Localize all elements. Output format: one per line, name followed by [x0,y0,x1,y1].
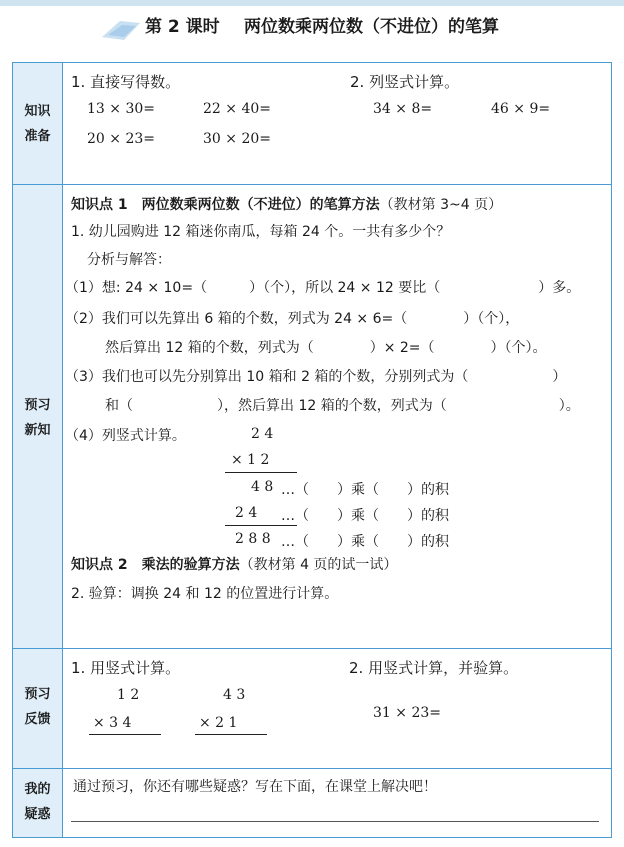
analysis-label: 分析与解答： [87,252,171,268]
book-icon [100,13,142,43]
partial-product-1-note: …（ ）乘（ ）的积 [281,482,449,498]
partial-product-2: 2 4 [235,505,258,521]
section-label-feedback: 预习 反馈 [24,687,51,727]
row-divider [13,648,611,649]
feedback-v1-top: 1 2 [117,687,140,703]
column-divider [62,63,63,837]
final-product-note: …（ ）乘（ ）的积 [281,534,449,550]
prep-q1-item: 13 × 30= [87,101,155,117]
step-2b: 然后算出 12 箱的个数，列式为（ ）× 2=（ ）（个）。 [105,340,547,356]
prep-q1-item: 20 × 23= [87,131,155,147]
step-2a: （2）我们可以先算出 6 箱的个数，列式为 24 × 6=（ ）（个）， [65,311,520,327]
step-3b: 和（ ），然后算出 12 箱的个数，列式为（ ）。 [105,398,580,414]
partial-product-1: 4 8 [251,479,274,495]
kp2-reference: （教材第 4 页的试一试） [239,557,398,573]
section-label-doubts: 我的 疑惑 [24,782,51,822]
problem-1: 1. 幼儿园购进 12 箱迷你南瓜，每箱 24 个。一共有多少个？ [71,224,451,240]
prep-q1-heading: 1. 直接写得数。 [71,73,181,91]
problem-2: 2. 验算：调换 24 和 12 的位置进行计算。 [71,586,339,602]
section-label-preview: 预习 新知 [24,398,51,438]
knowledge-point-1 [71,194,502,214]
worksheet-table [12,62,612,838]
row-divider [13,184,611,185]
section-label-prep: 知识 准备 [24,104,51,144]
lesson-title: 两位数乘两位数（不进位）的笔算 [244,17,499,37]
feedback-q2-item: 31 × 23= [373,705,441,721]
answer-line[interactable] [71,821,599,822]
vertical-top-number: 2 4 [251,426,274,442]
prep-q2-item: 34 × 8= [373,101,433,117]
final-product: 2 8 8 [235,531,271,547]
feedback-v2-top: 4 3 [223,687,246,703]
kp2-title: 知识点 2 乘法的验算方法 [71,557,240,573]
prep-q2-heading: 2. 列竖式计算。 [350,73,460,91]
prep-q1-item: 22 × 40= [203,101,271,117]
feedback-v1-multiplier: × 3 4 [93,715,132,731]
prep-q2-item: 46 × 9= [491,101,551,117]
header-strip [0,0,624,6]
kp1-title: 知识点 1 两位数乘两位数（不进位）的笔算方法 [71,197,380,213]
feedback-v2-multiplier: × 2 1 [199,715,238,731]
knowledge-point-2 [71,554,397,574]
vertical-rule [225,525,297,526]
step-3a: （3）我们也可以先分别算出 10 箱和 2 箱的个数，分别列式为（ ） [65,369,567,385]
vertical-rule [195,734,267,735]
step-4: （4）列竖式计算。 [65,428,186,444]
vertical-rule [225,472,297,473]
kp1-reference: （教材第 3~4 页） [379,197,503,213]
vertical-rule [89,734,161,735]
feedback-q2-heading: 2. 用竖式计算，并验算。 [349,659,519,677]
prep-q1-item: 30 × 20= [203,131,271,147]
feedback-q1-heading: 1. 用竖式计算。 [71,659,181,677]
row-divider [13,768,611,769]
vertical-multiplier: × 1 2 [231,452,270,468]
doubts-prompt: 通过预习，你还有哪些疑惑？写在下面，在课堂上解决吧！ [73,779,437,795]
step-1: （1）想: 24 × 10=（ ）（个），所以 24 × 12 要比（ ）多。 [65,280,581,296]
partial-product-2-note: …（ ）乘（ ）的积 [281,508,449,524]
lesson-number: 第 2 课时 [145,17,220,37]
